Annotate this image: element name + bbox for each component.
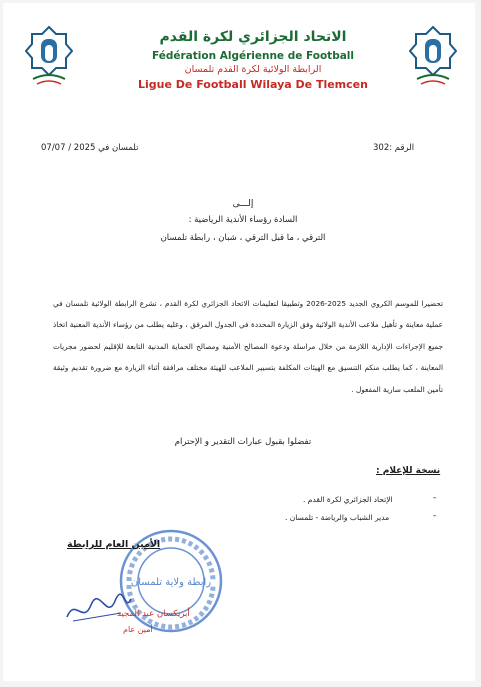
federation-name-fr: Fédération Algérienne de Football [151, 50, 354, 62]
recipient-line-2: الترقي ، ما قبل الترقي ، شبان ، رابطة تلمسان [160, 233, 326, 243]
letter-date: تلمسان في 2025 / 07/07 [41, 143, 139, 153]
recipient-line-1: السادة رؤساء الأندية الرياضية : [188, 215, 298, 225]
federation-name-ar: الاتحاد الجزائري لكرة القدم [159, 29, 347, 45]
reference-number: الرقم :302 [373, 143, 415, 153]
closing-line: تفضلوا بقبول عبارات التقدير و الإحترام [174, 437, 312, 447]
copies-title: نسخة للإعلام : [376, 466, 441, 476]
league-name-fr: Ligue De Football Wilaya De Tlemcen [138, 78, 368, 91]
bullet-icon: - [433, 511, 437, 521]
league-emblem-left [25, 25, 73, 87]
copy-item-2: مدير الشباب والرياضة - تلمسان . [285, 513, 390, 522]
letter-page [3, 3, 475, 681]
signature-title: الأمين العام للرابطة [67, 539, 161, 550]
body-paragraph: تحضيرا للموسم الكروي الجديد 2025-2026 وتطبيقا لتعليمات الاتحاد الجزائري لكرة القدم ، تشرع الرابطة الولائية تلمسان في عملية معاينة و تأهيل ملاعب الأندية الولائية وفق الزيارة المحددة في الجدول المرفق ، وعليه يطلب من رؤساء الأندية المعنية اتخاذ جميع الإجراءات الإدارية اللازمة من خلال مراسلة ودعوة المصالح الأمنية ومصالح الحماية المدنية التابعة للإقليم لحضور مجريات المعاينة ، كما يطلب منكم التنسيق مع الهيئات المكلفة بتسيير الملاعب للهيئة مختلف مرافقة أثناء الزيارة مع ضرورة تقديم وثيقة تأمين الملعب سارية المفعول . [53, 299, 443, 394]
recipient-to: إلـــى [232, 199, 254, 209]
signatory-role: أمين عام [123, 625, 153, 634]
copy-item-1: الإتحاد الجزائري لكرة القدم . [303, 495, 393, 504]
stamp-text: رابطة ولاية تلمسان [130, 577, 212, 588]
league-emblem-right [409, 25, 457, 87]
bullet-icon: - [433, 493, 437, 503]
signatory-name: أبريكسان عبد المجيد [117, 609, 190, 619]
league-name-ar: الرابطة الولائية لكرة القدم تلمسان [184, 64, 322, 75]
